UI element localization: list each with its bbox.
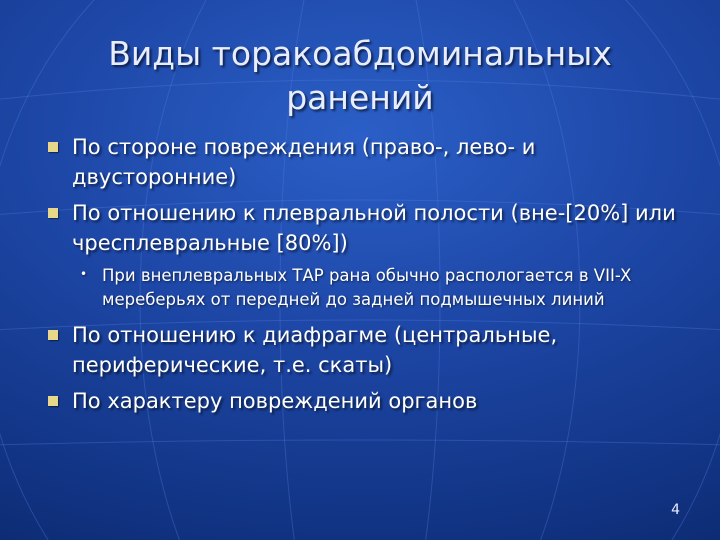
bullet-item: [48, 386, 688, 416]
bullet-item-text: По стороне повреждения (право-, лево- и двусторонние): [72, 135, 536, 189]
sub-bullet-item: [78, 264, 688, 312]
bullet-item-text: По отношению к диафрагме (центральные, периферические, т.е. скаты): [72, 323, 558, 377]
bullet-list: [48, 132, 688, 422]
bullet-item: [48, 132, 688, 192]
page-number: 4: [671, 502, 680, 518]
bullet-item-text: По отношению к плевральной полости (вне-[20%] или чресплевральные [80%]): [72, 201, 676, 255]
square-bullet-icon: [48, 208, 58, 218]
square-bullet-icon: [48, 330, 58, 340]
bullet-item: [48, 320, 688, 380]
sub-bullet-item-text: При внеплевральных ТАР рана обычно распологается в VII-X мереберьях от передней до задней подмышечных линий: [102, 266, 632, 309]
square-bullet-icon: [48, 142, 58, 152]
dot-bullet-icon: •: [80, 267, 88, 281]
square-bullet-icon: [48, 396, 58, 406]
bullet-item-text: По характеру повреждений органов: [72, 389, 478, 413]
bullet-item: [48, 198, 688, 258]
slide-title: Виды торакоабдоминальных ранений: [108, 34, 612, 117]
